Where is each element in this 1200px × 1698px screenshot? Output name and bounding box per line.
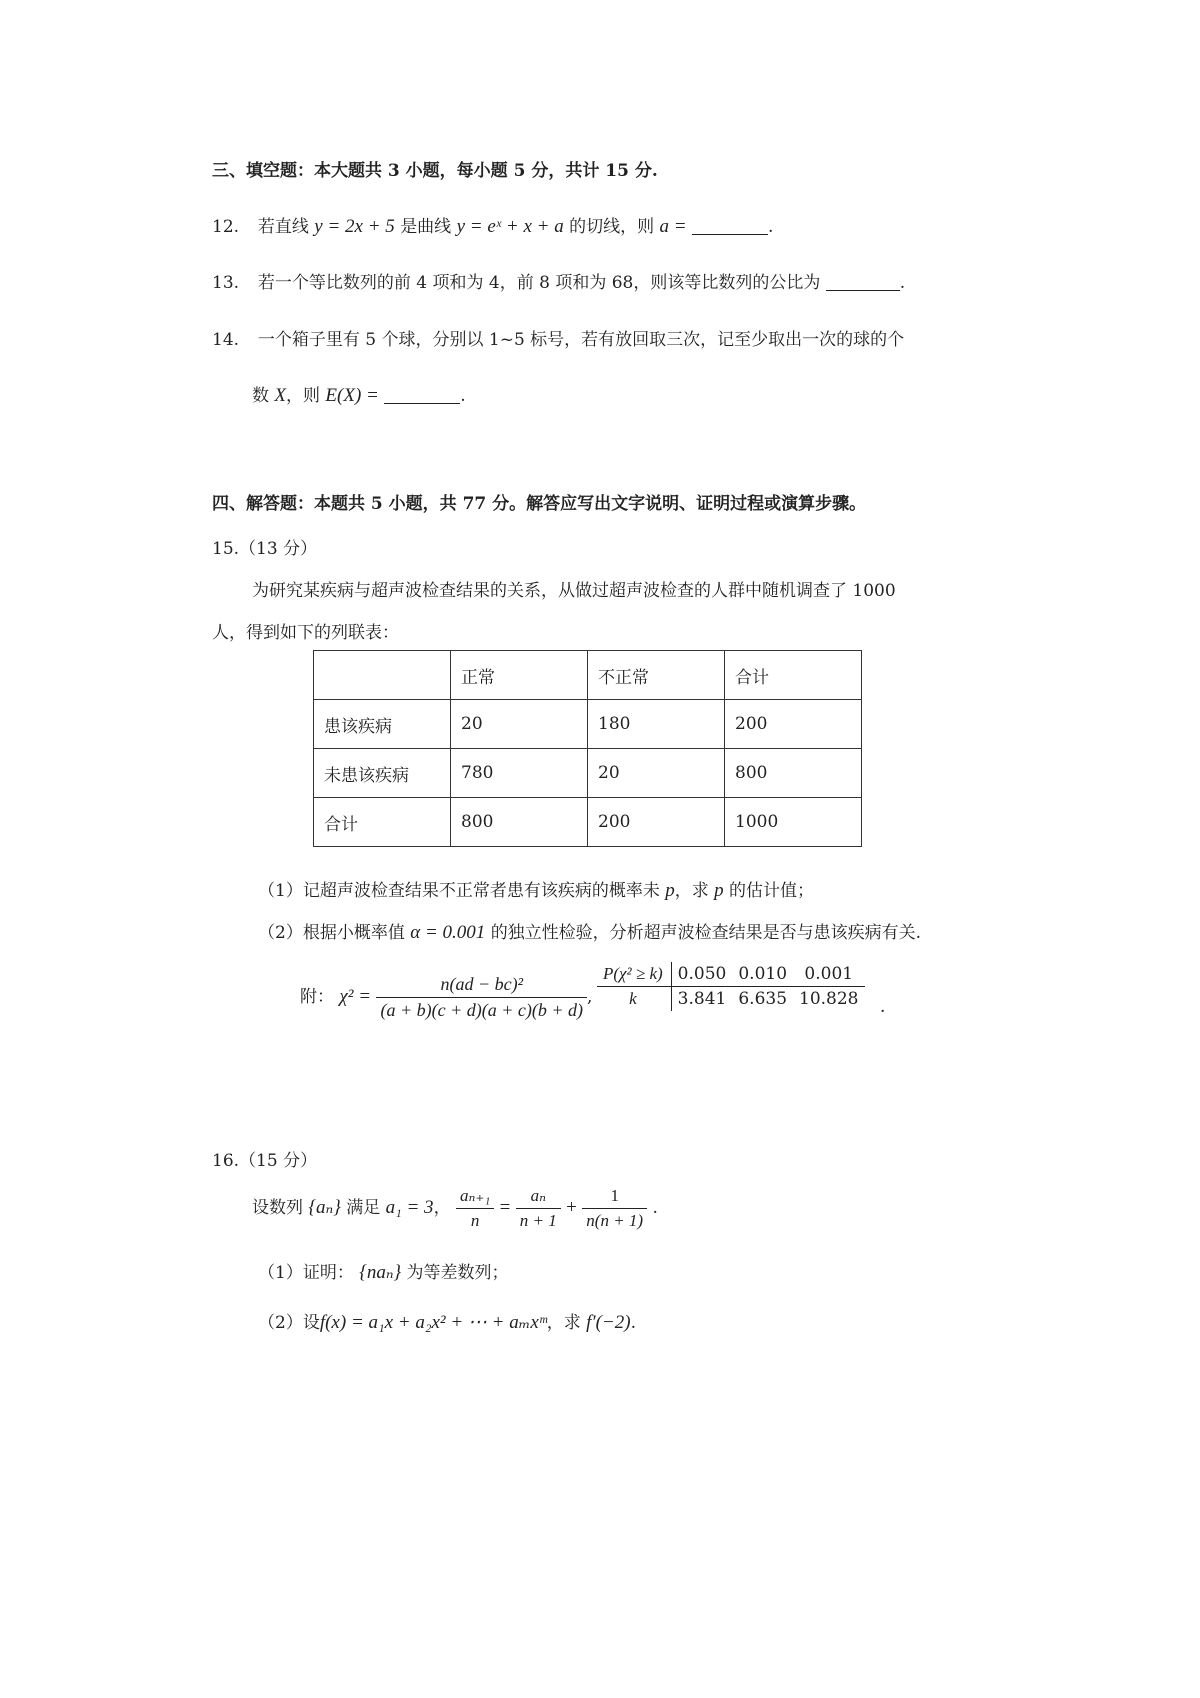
contingency-table	[313, 650, 862, 847]
q15-header: 15.（13 分）	[212, 539, 318, 559]
q15-part2-alpha: α = 0.001	[410, 922, 486, 943]
q12-eq-a: a =	[659, 216, 687, 237]
table-cell: 3.841	[677, 989, 727, 1009]
q14-var-x: X	[274, 385, 287, 406]
table-cell: 800	[725, 749, 862, 798]
q16-part2-b: ，求	[546, 1313, 581, 1333]
table-cell: 正常	[451, 651, 588, 700]
q16-part2-end: .	[630, 1313, 636, 1333]
q16-fraction-1	[456, 1186, 494, 1231]
table-cell: 800	[451, 798, 588, 847]
q12-answer-blank	[692, 216, 768, 235]
q12-number: 12.	[212, 217, 240, 237]
table-cell: 180	[588, 700, 725, 749]
table-cell: 0.010	[732, 962, 793, 987]
q16-part1-seq: {naₙ}	[359, 1262, 402, 1283]
q12-text-a: 若直线	[257, 217, 309, 237]
table-cell: 不正常	[588, 651, 725, 700]
table-cell: 20	[588, 749, 725, 798]
q16-comma: ，	[433, 1198, 451, 1218]
appendix-end: .	[880, 997, 886, 1017]
q15-part1-p2: p	[714, 880, 724, 901]
table-row	[597, 962, 865, 987]
table-row	[314, 798, 862, 847]
table-cell: 1000	[725, 798, 862, 847]
q12-eq-line: y = 2x + 5	[314, 216, 395, 237]
q16-intro-b: 满足	[346, 1198, 381, 1218]
q15-part1-text-a: （1）记超声波检查结果不正常者患有该疾病的概率未	[258, 881, 660, 901]
table-cell: 合计	[725, 651, 862, 700]
q14-end: .	[460, 386, 466, 406]
table-cell: 200	[588, 798, 725, 847]
q16-frac1-num: aₙ₊₁	[456, 1186, 494, 1209]
q15-part1	[258, 880, 814, 902]
table-cell: 10.828	[799, 989, 859, 1009]
q15-part1-p: p	[665, 880, 675, 901]
q16-sequence: {aₙ}	[308, 1197, 341, 1218]
q16-intro	[252, 1186, 658, 1231]
table-row	[314, 700, 862, 749]
q16-part2-f: f(x) = a₁x + a₂x² + ⋯ + aₘxᵐ	[319, 1312, 547, 1333]
q16-part1-b: 为等差数列；	[406, 1263, 509, 1283]
q15-part1-text-c: 的估计值；	[729, 881, 815, 901]
q15-part2	[258, 922, 921, 944]
chi-square-numerator: n(ad − bc)²	[376, 974, 587, 998]
q16-fraction-2	[516, 1186, 561, 1231]
q15-part1-text-b: ，求	[674, 881, 709, 901]
q16-frac2-num: aₙ	[516, 1186, 561, 1209]
q14-number: 14.	[212, 330, 240, 350]
q15-part2-text-b: 的独立性检验，分析超声波检查结果是否与患该疾病有关.	[490, 923, 922, 943]
table-cell: 20	[451, 700, 588, 749]
q13-text: 若一个等比数列的前 4 项和为 4，前 8 项和为 68，则该等比数列的公比为	[257, 273, 821, 293]
critical-value-table	[597, 962, 865, 1011]
q13-end: .	[899, 273, 906, 293]
q16-frac3-den: n(n + 1)	[586, 1211, 644, 1230]
question-14-line2	[252, 385, 466, 407]
q16-part1	[258, 1262, 509, 1284]
q16-part2-a: （2）设	[258, 1313, 320, 1333]
section4-heading: 四、解答题：本题共 5 小题，共 77 分。解答应写出文字说明、证明过程或演算步骤。	[212, 494, 867, 514]
q16-frac2-den: n + 1	[519, 1211, 557, 1230]
table-cell	[314, 651, 451, 700]
q16-part1-a: （1）证明：	[258, 1263, 354, 1283]
appendix-comma: ,	[586, 987, 593, 1007]
table-row	[314, 749, 862, 798]
table-header-row	[314, 651, 862, 700]
table-cell: 患该疾病	[314, 700, 451, 749]
q12-eq-curve: y = eˣ + x + a	[456, 216, 564, 237]
table-cell: 200	[725, 700, 862, 749]
q14-expectation: E(X) =	[325, 385, 379, 406]
q16-header: 16.（15 分）	[212, 1151, 318, 1171]
appendix-label: 附：	[300, 987, 334, 1007]
q13-answer-blank	[826, 272, 900, 291]
q16-intro-a: 设数列	[252, 1198, 303, 1218]
table-row	[597, 987, 865, 1012]
question-12	[212, 216, 773, 238]
table-cell: 未患该疾病	[314, 749, 451, 798]
q12-text-c: 的切线，则	[569, 217, 655, 237]
q15-intro-line2: 人，得到如下的列联表：	[212, 623, 399, 643]
q16-fraction-3	[582, 1186, 647, 1231]
table-cell: 0.050	[671, 962, 732, 987]
k-label: k	[597, 987, 671, 1012]
q14-text-line1: 一个箱子里有 5 个球，分别以 1~5 标号，若有放回取三次，记至少取出一次的球的个	[257, 330, 905, 350]
section3-heading: 三、填空题：本大题共 3 小题，每小题 5 分，共计 15 分.	[212, 161, 658, 181]
q16-plus: +	[566, 1197, 577, 1218]
table-cell: 0.001	[793, 962, 864, 987]
table-cell: 合计	[314, 798, 451, 847]
q16-frac1-den: n	[470, 1211, 480, 1230]
q16-frac3-num: 1	[582, 1186, 647, 1209]
q12-text-b: 是曲线	[400, 217, 452, 237]
q16-part2-fprime: f′(−2)	[586, 1312, 631, 1333]
question-13	[212, 272, 905, 294]
chi-square-fraction	[376, 974, 587, 1021]
question-14	[212, 329, 904, 351]
q15-part2-text-a: （2）根据小概率值	[258, 923, 405, 943]
chi-square-symbol: χ² =	[339, 986, 372, 1007]
q15-appendix-formula	[300, 974, 592, 1021]
q16-end: .	[652, 1198, 658, 1218]
q15-intro-line1: 为研究某疾病与超声波检查结果的关系，从做过超声波检查的人群中随机调查了 1000	[252, 581, 896, 601]
chi-square-denominator: (a + b)(c + d)(a + c)(b + d)	[380, 1000, 583, 1020]
q14-text-line2b: ，则	[286, 386, 321, 406]
q16-equals: =	[499, 1197, 511, 1218]
table-cell: 780	[451, 749, 588, 798]
q16-part2	[258, 1312, 636, 1334]
q12-end: .	[768, 217, 774, 237]
q14-text-line2a: 数	[252, 386, 269, 406]
p-label: P(χ² ≥ k)	[597, 962, 671, 987]
q14-answer-blank	[384, 385, 460, 404]
q13-number: 13.	[212, 273, 240, 293]
q16-a1: a₁ = 3	[385, 1197, 434, 1218]
table-cell: 6.635	[738, 989, 788, 1009]
